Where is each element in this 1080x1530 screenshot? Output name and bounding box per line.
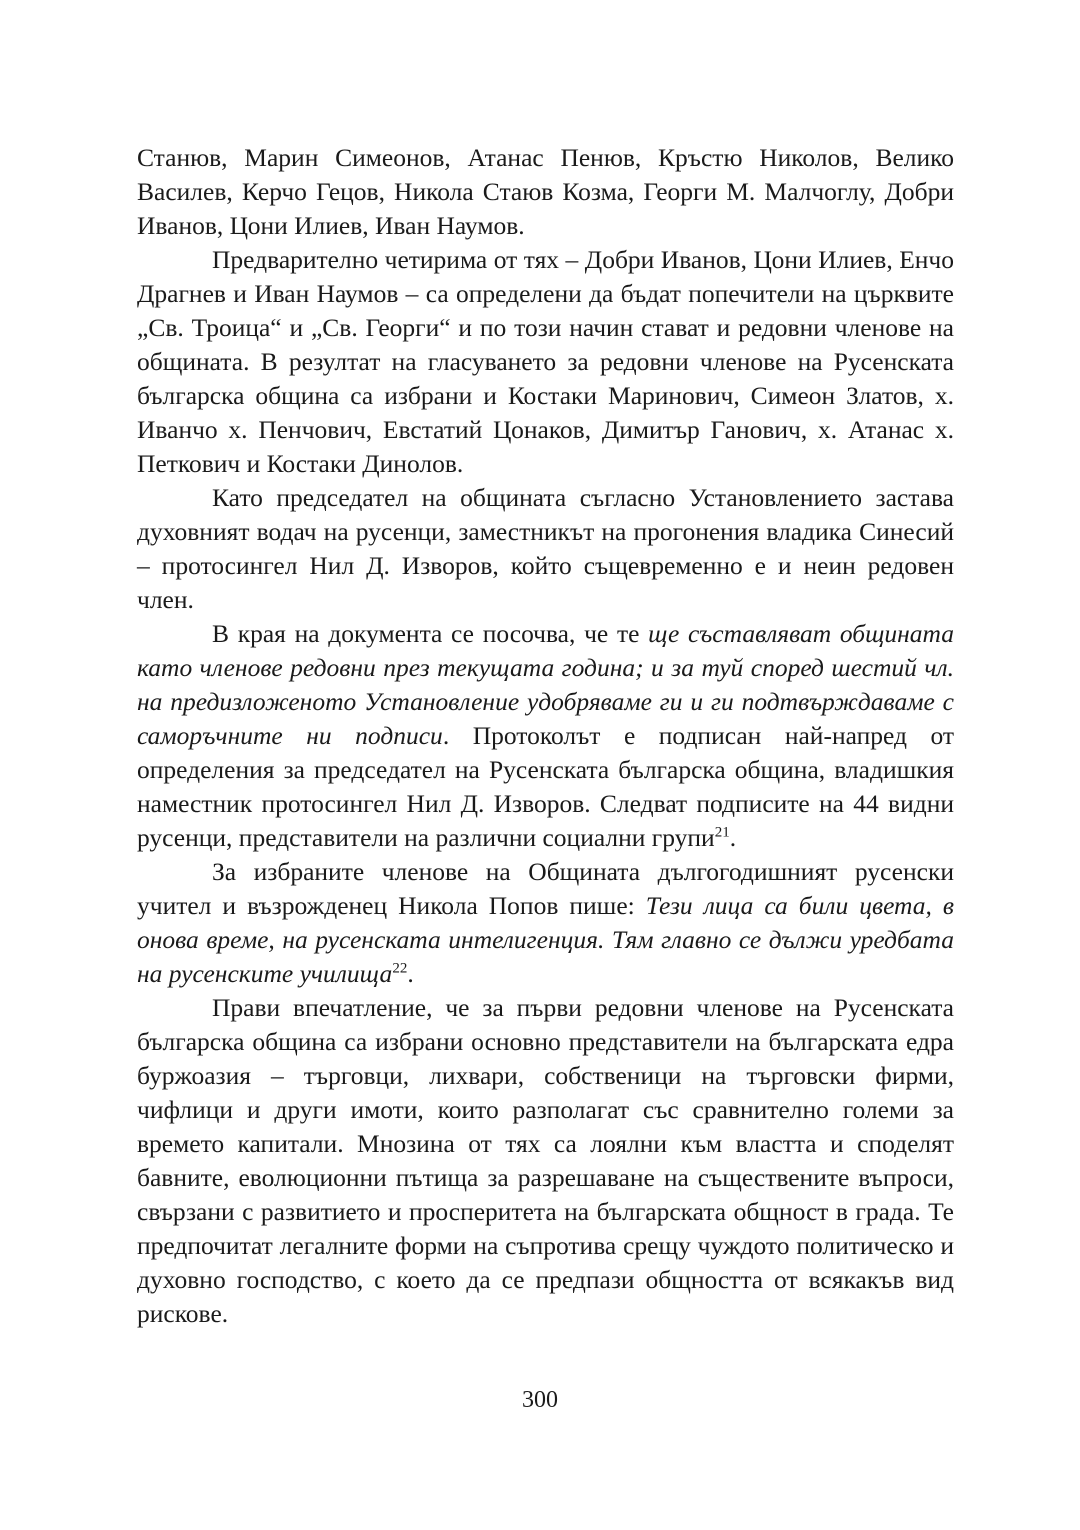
paragraph [137, 481, 954, 617]
footnote-ref: 21 [714, 824, 730, 841]
text-run: . [407, 959, 414, 988]
text-run: Прави впечатление, че за първи редовни членове на Русенската българска община са избрани основно представители на българската едра буржоазия – търговци, лихвари, собственици на търговски фирми, чифлици и други имоти, които разполагат със сравнително големи за времето капитали. Мнозина от тях са лоялни към властта и споделят бавните, еволюционни пътища за разрешаване на съществените въпроси, свързани с развитието и просперитета на българската общност в града. Те предпочитат легалните форми на съпротива срещу чуждото политическо и духовно господство, с което да се предпази общността от всякакъв вид рискове. [137, 993, 954, 1328]
page-body [137, 141, 954, 1331]
text-run: В края на документа се посочва, че те [212, 619, 649, 648]
page-number: 300 [522, 1387, 558, 1413]
text-run: . [729, 823, 737, 852]
italic-quote: Тези лица са били цвета, в онова време, на русенската интелигенция. Тям главно се дължи уредбата на русенските училища [137, 891, 954, 988]
text-run: Предварително четирима от тях – Добри Иванов, Цони Илиев, Енчо Драгнев и Иван Наумов – са определени да бъдат попечители на църквите „Св. Троица“ и „Св. Георги“ и по този начин стават и редовни членове на общината. В резултат на гласуването за редовни членове на Русенската българска община са избрани и Костаки Маринович, Симеон Златов, х. Иванчо х. Пенчович, Евстатий Цонаков, Димитър Ганович, х. Атанас х. Петкович и Костаки Динолов. [137, 245, 954, 478]
text-run: За избраните членове на Общината дългогодишният русенски учител и възрожденец Никола Попов пише: [137, 857, 954, 920]
text-run: . Протоколът е подписан най-напред от определения за председател на Русенската българска община, владишкия наместник протосингел Нил Д. Изворов. Следват подписите на 44 видни русенци, представители на различни социални групи [137, 721, 955, 852]
text-run: Като председател на общината съгласно Установлението застава духовният водач на русенци, заместникът на прогонения владика Синесий – протосингел Нил Д. Изворов, който същевременно е и неин редовен член. [137, 483, 954, 614]
paragraph [137, 855, 954, 991]
paragraph [137, 141, 954, 243]
paragraph [137, 991, 954, 1331]
footnote-ref: 22 [392, 960, 408, 977]
text-run: Станюв, Марин Симеонов, Атанас Пенюв, Кръстю Николов, Велико Василев, Керчо Гецов, Никола Стаюв Козма, Георги М. Малчоглу, Добри Иванов, Цони Илиев, Иван Наумов. [137, 143, 954, 240]
paragraph [137, 243, 954, 481]
paragraph [137, 617, 954, 855]
italic-quote: ще съставляват общината като членове редовни през текущата година; и за туй според шестий чл. на предизложеното Установление удобряваме ги и ги подтвърждаваме с саморъчните ни подписи [137, 619, 955, 750]
